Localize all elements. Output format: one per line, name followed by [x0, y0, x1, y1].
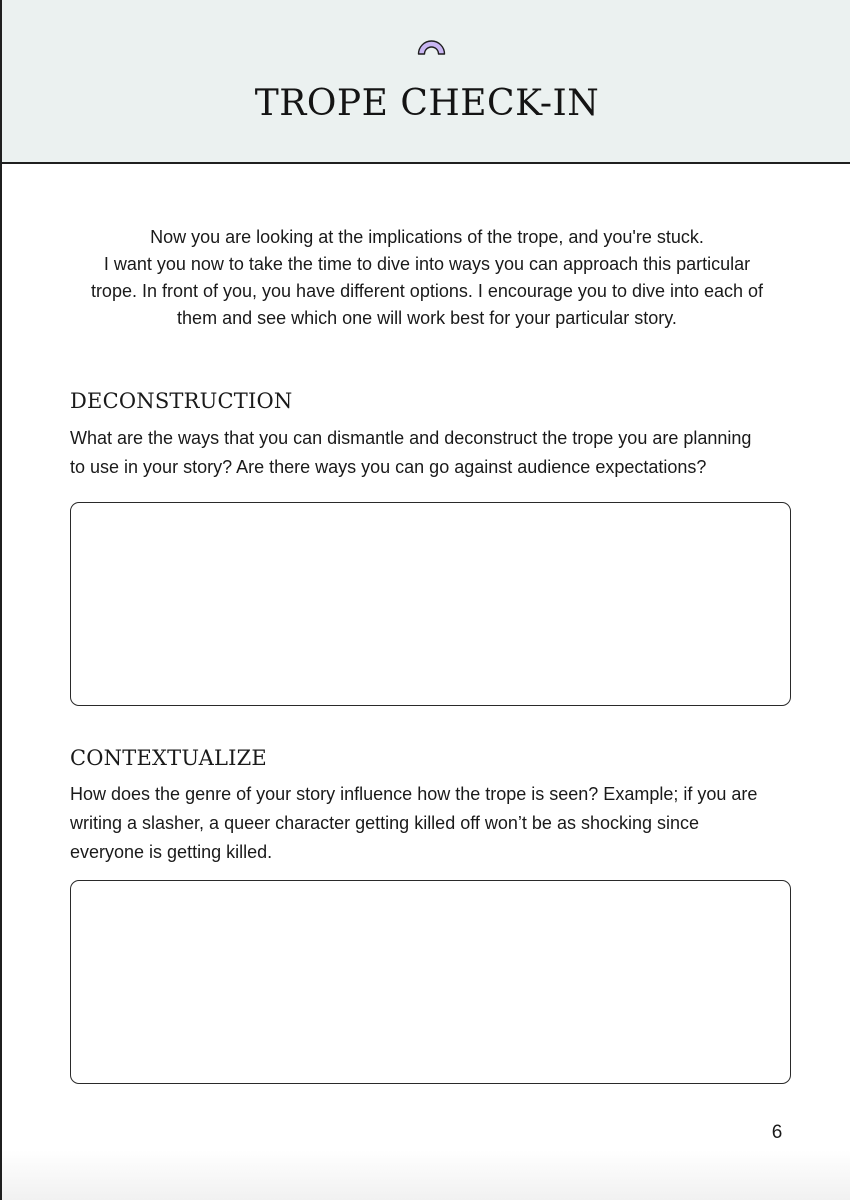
prompt-line: How does the genre of your story influence how the trope is seen? Example; if you are	[70, 784, 758, 804]
page-header	[2, 0, 850, 164]
page-number: 6	[771, 1122, 783, 1143]
contextualize-answer-field[interactable]	[70, 880, 791, 1084]
prompt-line: to use in your story? Are there ways you can go against audience expectations?	[70, 457, 707, 477]
prompt-line: What are the ways that you can dismantle and deconstruct the trope you are planning	[70, 428, 752, 448]
intro-line: Now you are looking at the implications of the trope, and you're stuck.	[150, 227, 704, 247]
intro-line: them and see which one will work best for your particular story.	[177, 308, 677, 328]
intro-paragraph	[62, 224, 792, 332]
rainbow-icon	[417, 39, 446, 55]
intro-line: trope. In front of you, you have different options. I encourage you to dive into each of	[90, 281, 764, 301]
section-heading-deconstruction: DECONSTRUCTION	[70, 389, 293, 413]
section-prompt-contextualize	[70, 780, 800, 867]
page-title: TROPE CHECK-IN	[254, 83, 600, 124]
deconstruction-answer-field[interactable]	[70, 502, 791, 706]
prompt-line: writing a slasher, a queer character getting killed off won’t be as shocking since	[70, 813, 700, 833]
prompt-line: everyone is getting killed.	[70, 842, 273, 862]
intro-line: I want you now to take the time to dive into ways you can approach this particular	[103, 254, 751, 274]
section-prompt-deconstruction	[70, 424, 800, 482]
section-heading-contextualize: CONTEXTUALIZE	[70, 746, 267, 770]
